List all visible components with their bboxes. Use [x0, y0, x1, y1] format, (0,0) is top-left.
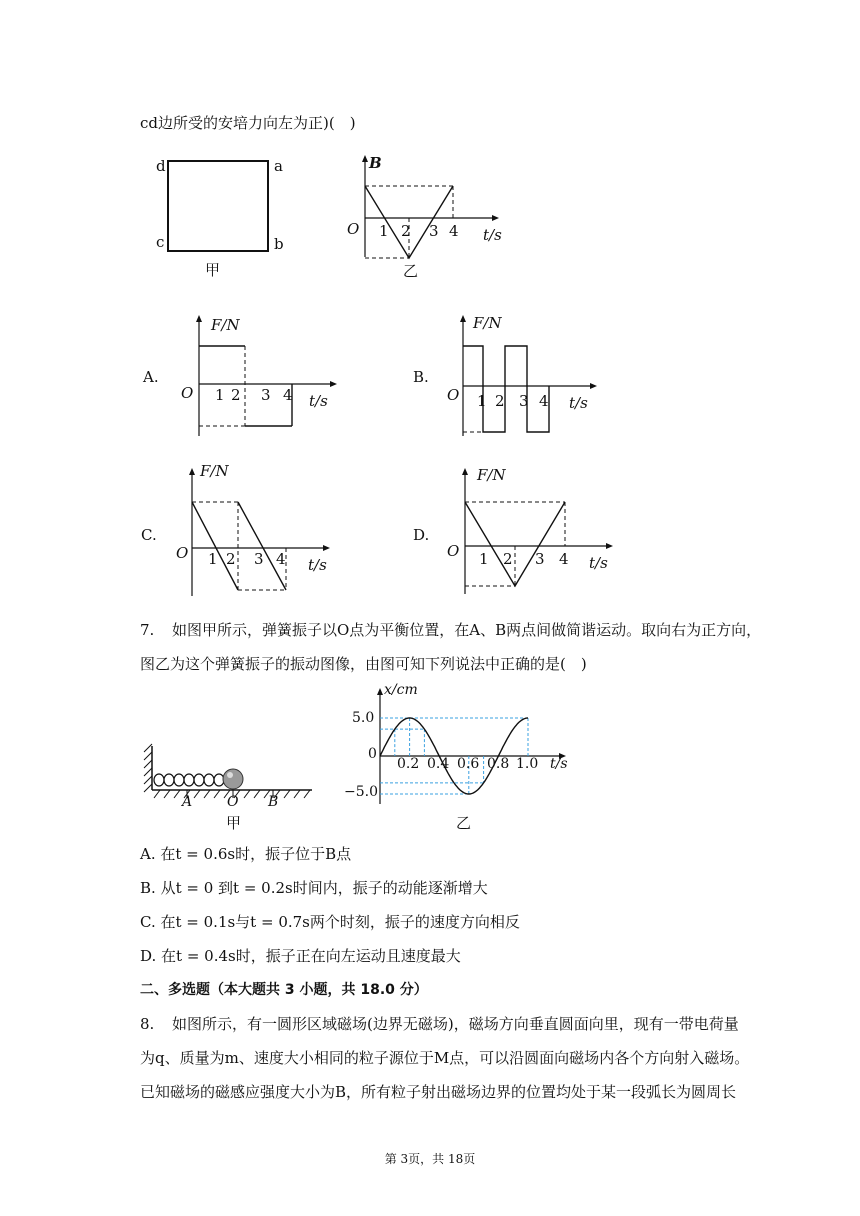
- tick-label: 2: [495, 392, 505, 410]
- option-b-graph: [443, 312, 613, 440]
- q6-figure-yi: [345, 152, 505, 282]
- option-a-graph: [175, 312, 345, 440]
- corner-label-c: c: [156, 233, 165, 251]
- q7-number: 7.: [140, 621, 155, 639]
- q6-stem-tail: cd边所受的安培力向左为正)( ): [140, 114, 356, 132]
- tick-label: 3: [535, 550, 545, 568]
- f-t-graph-b: [443, 312, 613, 440]
- axis-label-t: t/s: [483, 226, 502, 244]
- choice-text: 在t = 0.6s时，振子位于B点: [160, 845, 352, 863]
- axis-label-b: B: [369, 154, 382, 172]
- page-footer: 第 3页，共 18页: [384, 1152, 476, 1166]
- tick-label: 2: [226, 550, 236, 568]
- origin-label: O: [347, 220, 360, 238]
- tick-label: 3: [261, 386, 271, 404]
- tick-label: 4: [276, 550, 286, 568]
- tick-label: 4: [539, 392, 549, 410]
- f-t-graph-a: [175, 312, 345, 440]
- x-tick-label: 0.4: [427, 756, 450, 772]
- point-label-o: O: [227, 794, 239, 810]
- tick-label: 1: [477, 392, 487, 410]
- choice-c[interactable]: [140, 911, 520, 933]
- x-tick-label: 0.2: [397, 756, 420, 772]
- axis-label-f: F/N: [211, 316, 240, 334]
- q8-line1: 如图所示，有一圆形区域磁场(边界无磁场)，磁场方向垂直圆面向里，现有一带电荷量: [172, 1015, 739, 1033]
- option-d-graph: [443, 462, 623, 602]
- q8-number: 8.: [140, 1015, 155, 1033]
- choice-text: 在t = 0.4s时，振子正在向左运动且速度最大: [161, 947, 461, 965]
- point-label-a: A: [182, 794, 193, 810]
- choice-text: 在t = 0.1s与t = 0.7s两个时刻，振子的速度方向相反: [160, 913, 520, 931]
- choice-letter: D.: [140, 947, 157, 965]
- tick-label: 4: [559, 550, 569, 568]
- option-c-graph: [170, 462, 340, 602]
- origin-label: O: [181, 384, 194, 402]
- f-t-graph-c: [170, 462, 340, 602]
- axis-label-f: F/N: [473, 314, 502, 332]
- axis-label-t: t/s: [569, 394, 588, 412]
- corner-label-a: a: [274, 157, 283, 175]
- x-tick-label: 1.0: [516, 756, 539, 772]
- tick-label: 1: [208, 550, 218, 568]
- axis-label-t: t/s: [309, 392, 328, 410]
- tick-label: 2: [401, 222, 411, 240]
- tick-label: 1: [479, 550, 489, 568]
- option-letter-c: C.: [141, 526, 157, 544]
- axis-label-f: F/N: [200, 462, 229, 480]
- q8-line2: 为q、质量为m、速度大小相同的粒子源位于M点，可以沿圆面向磁场内各个方向射入磁场。: [140, 1049, 750, 1067]
- x-tick-label: 0.6: [457, 756, 480, 772]
- tick-label: 1: [379, 222, 389, 240]
- q8-line3: 已知磁场的磁感应强度大小为B，所有粒子射出磁场边界的位置均处于某一段弧长为圆周长: [140, 1083, 737, 1101]
- choice-letter: C.: [140, 913, 156, 931]
- option-letter-b: B.: [413, 368, 429, 386]
- f-t-graph-d: [443, 462, 623, 602]
- option-letter-d: D.: [413, 526, 430, 544]
- option-letter-a: A.: [143, 368, 159, 386]
- choice-b[interactable]: [140, 877, 488, 899]
- q7-figure-jia: [140, 740, 330, 830]
- figure-caption-yi: 乙: [456, 814, 472, 832]
- figure-caption-jia: 甲: [226, 814, 242, 832]
- corner-label-d: d: [156, 157, 166, 175]
- y-tick-positive: 5.0: [352, 710, 375, 726]
- axis-label-t: t/s: [550, 756, 568, 772]
- tick-label: 2: [231, 386, 241, 404]
- axis-label-x: x/cm: [384, 682, 418, 698]
- origin-label: O: [176, 544, 189, 562]
- y-tick-negative: −5.0: [344, 784, 378, 800]
- choice-text: 从t = 0 到t = 0.2s时间内，振子的动能逐渐增大: [160, 879, 488, 897]
- choice-a[interactable]: [140, 843, 351, 865]
- axis-label-t: t/s: [589, 554, 608, 572]
- section-heading: 二、多选题（本大题共 3 小题，共 18.0 分）: [140, 982, 428, 998]
- q6-figure-jia: [150, 155, 300, 280]
- choice-letter: A.: [140, 845, 156, 863]
- corner-label-b: b: [274, 235, 284, 253]
- axis-label-f: F/N: [477, 466, 506, 484]
- choice-d[interactable]: [140, 945, 461, 967]
- tick-label: 4: [449, 222, 459, 240]
- q7-stem-line1: 如图甲所示，弹簧振子以O点为平衡位置，在A、B两点间做简谐运动。取向右为正方向，: [172, 621, 762, 639]
- x-tick-label: 0.8: [487, 756, 510, 772]
- axis-label-t: t/s: [308, 556, 327, 574]
- origin-label: 0: [368, 746, 377, 762]
- q7-figure-yi: [340, 682, 580, 832]
- q7-stem-line2: 图乙为这个弹簧振子的振动图像，由图可知下列说法中正确的是( ): [140, 655, 587, 673]
- origin-label: O: [447, 542, 460, 560]
- origin-label: O: [447, 386, 460, 404]
- choice-letter: B.: [140, 879, 156, 897]
- point-label-b: B: [268, 794, 279, 810]
- tick-label: 2: [503, 550, 513, 568]
- figure-caption-jia: 甲: [205, 261, 221, 279]
- tick-label: 4: [283, 386, 293, 404]
- figure-caption-yi: 乙: [403, 262, 419, 280]
- tick-label: 3: [519, 392, 529, 410]
- tick-label: 1: [215, 386, 225, 404]
- tick-label: 3: [429, 222, 439, 240]
- tick-label: 3: [254, 550, 264, 568]
